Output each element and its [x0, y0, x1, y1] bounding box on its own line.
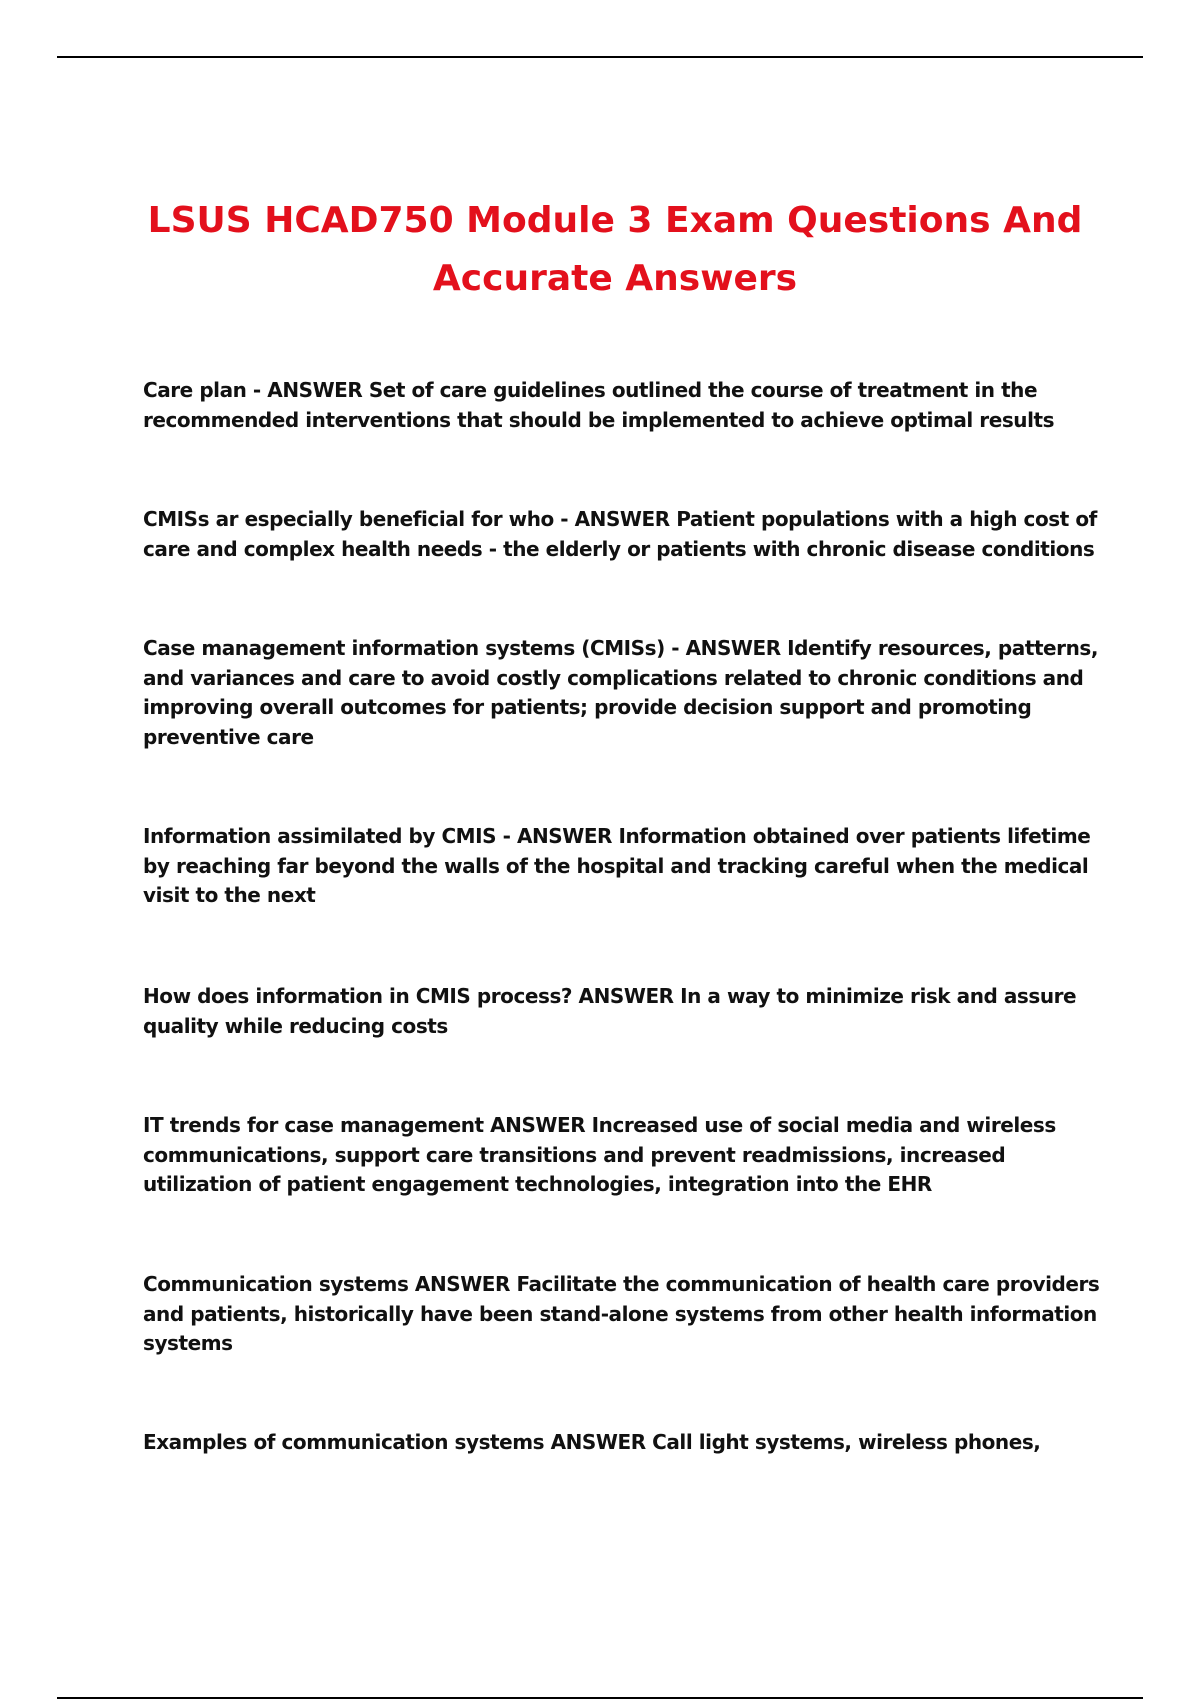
qa-entry-care-plan: Care plan - ANSWER Set of care guidelines outlined the course of treatment in the recommended interventions that should be implemented to achieve optimal results — [143, 378, 1055, 432]
qa-entry-communication-systems: Communication systems ANSWER Facilitate the communication of health care providers and patients, historically have been stand-alone systems from other health information systems — [143, 1272, 1100, 1355]
qa-entry-information-assimilated: Information assimilated by CMIS - ANSWER Information obtained over patients lifetime by reaching far beyond the walls of the hospital and tracking careful when the medical visit to the next — [143, 824, 1091, 907]
qa-entry-it-trends: IT trends for case management ANSWER Increased use of social media and wireless communications, support care transitions and prevent readmissions, increased utilization of patient engagement technologies, integration into the EHR — [143, 1113, 1056, 1196]
qa-entry-cmis-process: How does information in CMIS process? ANSWER In a way to minimize risk and assure quality while reducing costs — [143, 984, 1077, 1038]
qa-entry-communication-examples: Examples of communication systems ANSWER Call light systems, wireless phones, — [143, 1430, 1041, 1454]
top-rule — [57, 56, 1143, 58]
document-title: LSUS HCAD750 Module 3 Exam Questions And Accurate Answers — [147, 200, 1083, 299]
qa-entry-cmis-definition: Case management information systems (CMISs) - ANSWER Identify resources, patterns, and variances and care to avoid costly complications related to chronic conditions and improving overall outcomes for patients; provide decision support and promoting preventive care — [143, 636, 1098, 749]
bottom-rule — [57, 1697, 1143, 1699]
qa-entry-cmis-beneficial: CMISs ar especially beneficial for who - ANSWER Patient populations with a high cost of care and complex health needs - the elderly or patients with chronic disease conditions — [143, 507, 1097, 561]
